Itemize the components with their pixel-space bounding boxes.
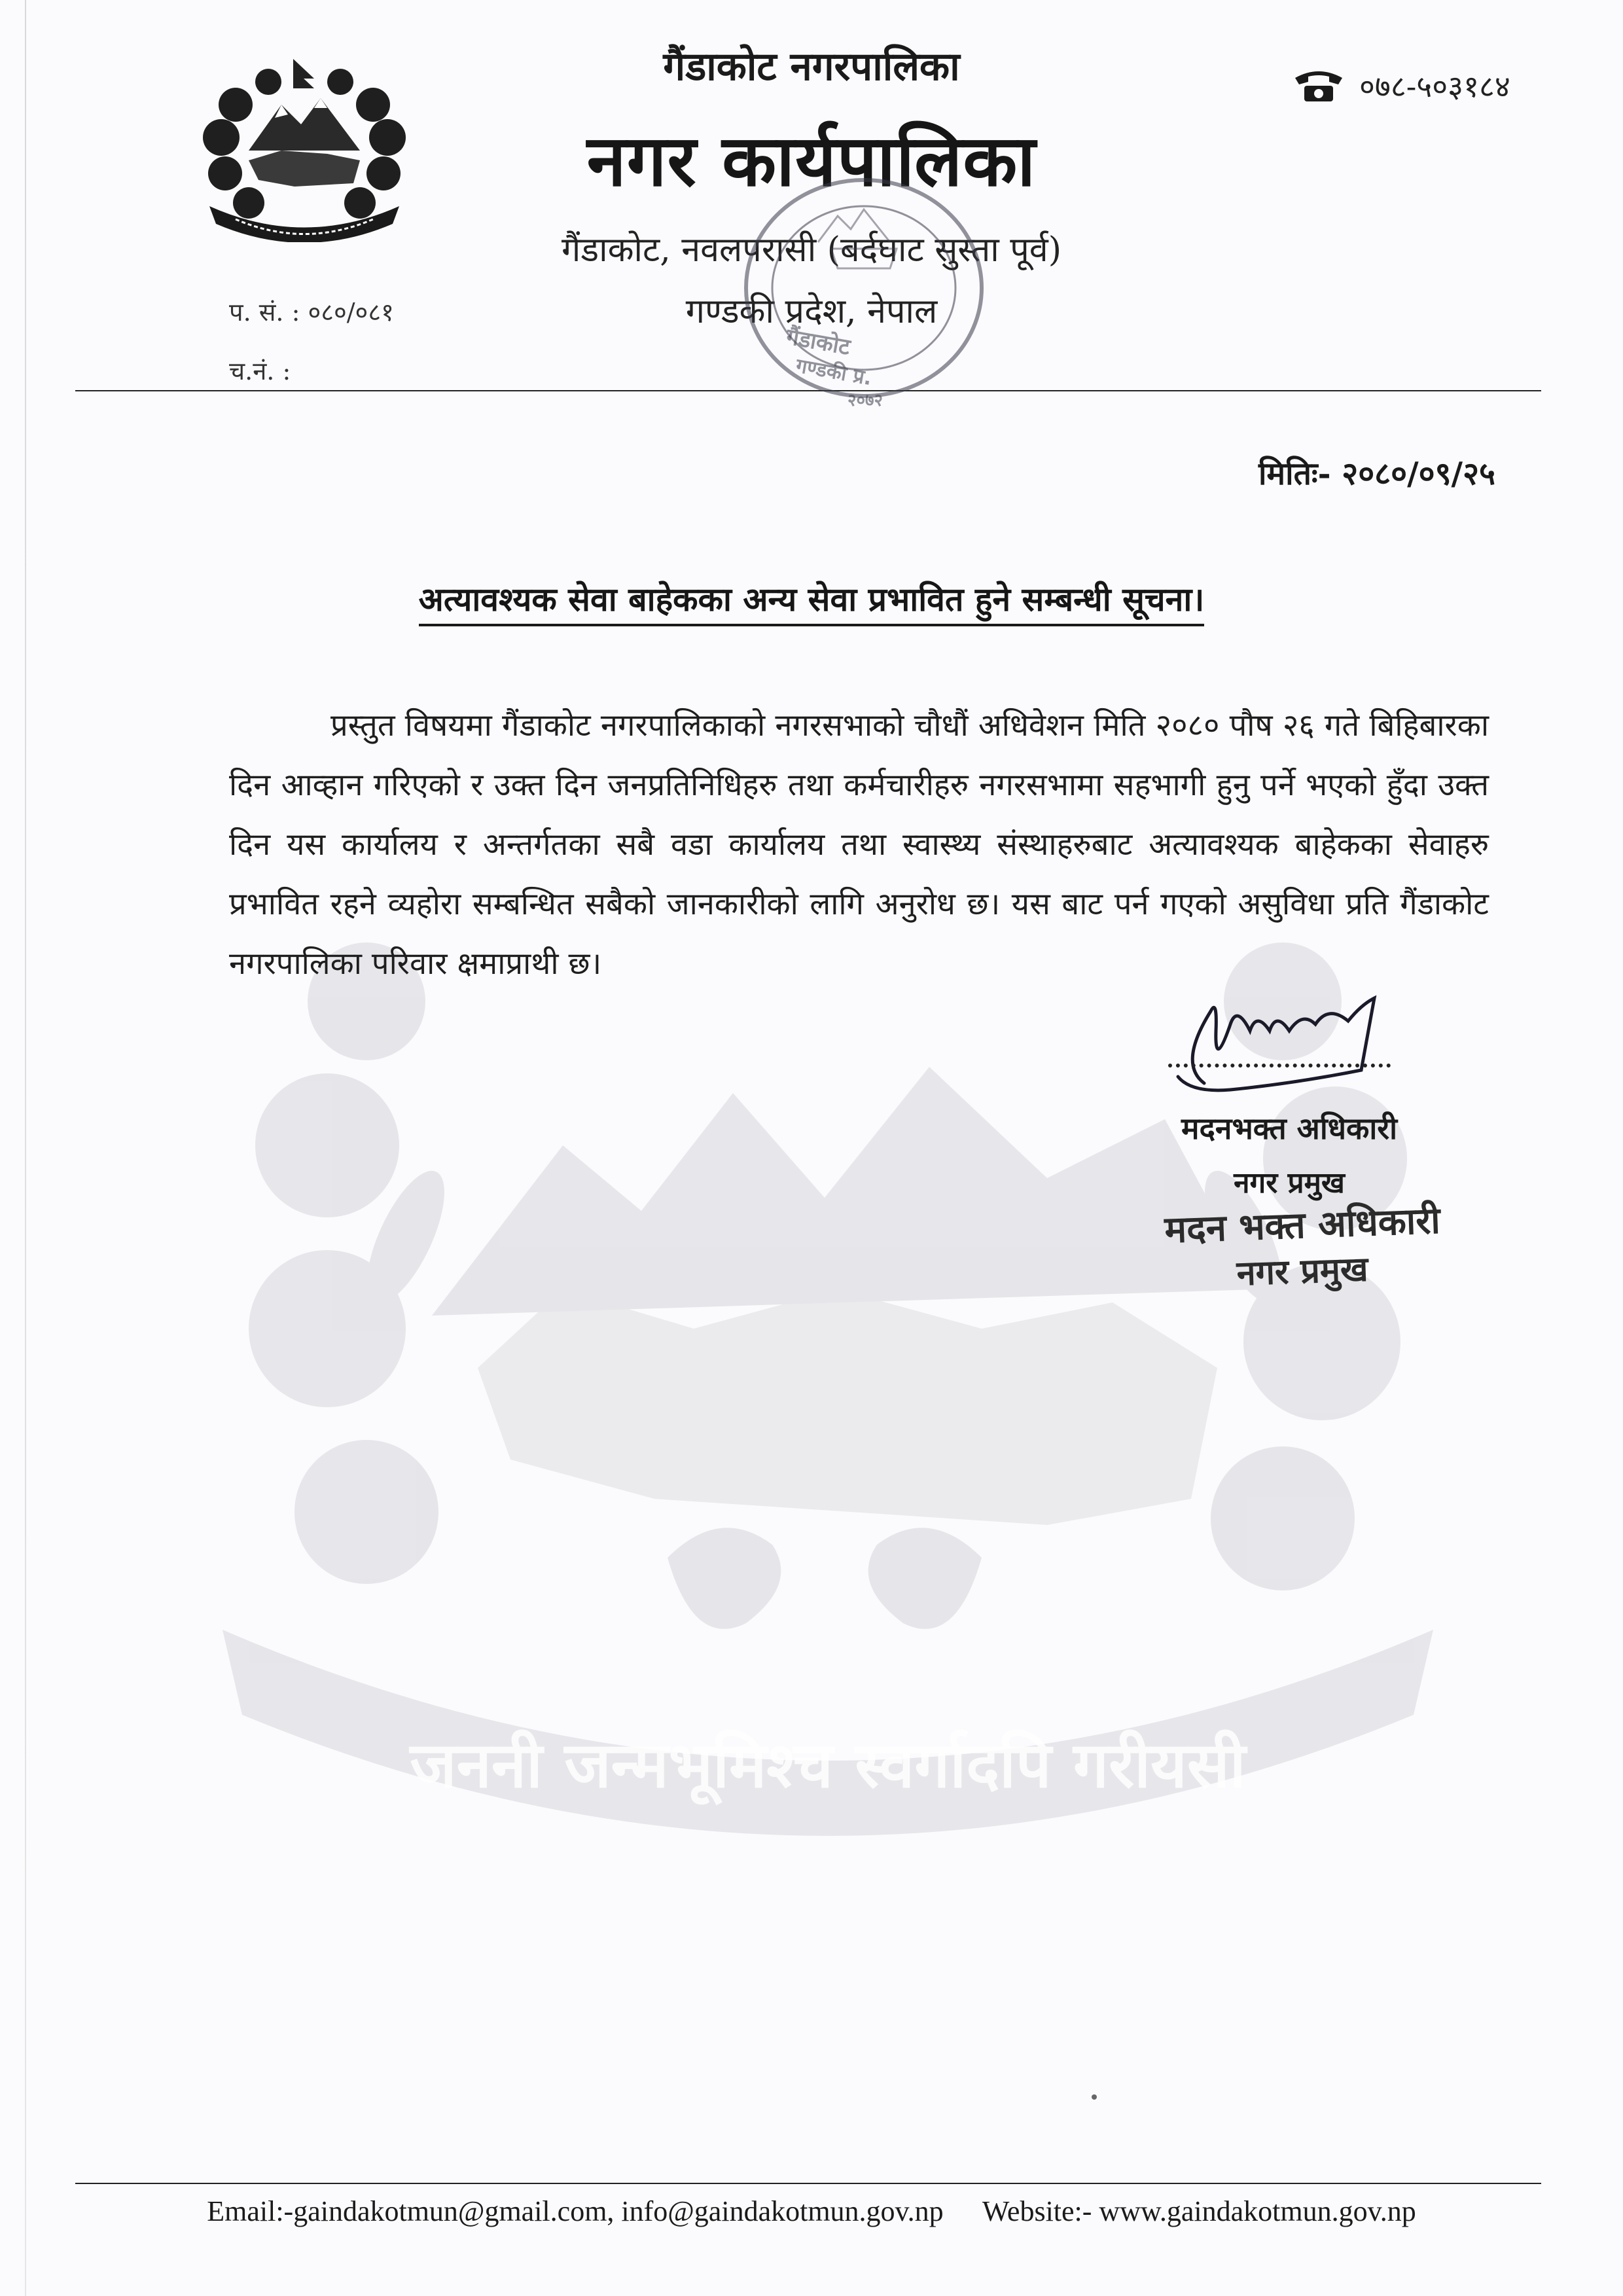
executive-title: नगर कार्यपालिका: [586, 120, 1037, 202]
office-name: गैंडाकोट नगरपालिका: [663, 44, 960, 90]
office-province: गण्डकी प्रदेश, नेपाल: [685, 292, 938, 331]
dispatch-number: च.नं. :: [229, 357, 291, 386]
signatory-post: नगर प्रमुख: [1234, 1166, 1345, 1200]
footer-rule: [75, 2183, 1541, 2184]
watermark-motto: जननी जन्मभूमिश्च स्वर्गादपि गरीयसी: [410, 1729, 1246, 1802]
reference-number: प. सं. : ०८०/०८१: [229, 298, 394, 327]
letter-date: मितिः- २०८०/०९/२५: [1258, 456, 1495, 492]
email-label: Email:-: [207, 2195, 294, 2227]
scan-page-edge: [25, 0, 26, 2296]
signatory-name: मदनभक्त अधिकारी: [1181, 1111, 1397, 1146]
letter-subject: [0, 576, 1623, 620]
phone-block: [1293, 65, 1510, 106]
website-label: Website:-: [982, 2195, 1092, 2227]
website-url: www.gaindakotmun.gov.np: [1099, 2195, 1416, 2227]
stamp-year: २०७२: [847, 391, 883, 410]
email-addresses: gaindakotmun@gmail.com, info@gaindakotmun.gov.np: [293, 2195, 944, 2227]
letter-body: प्रस्तुत विषयमा गैंडाकोट नगरपालिकाको नगरसभाको चौधौं अधिवेशन मिति २०८० पौष २६ गते बिहिबारका दिन आव्हान गरिएको र उक्त दिन जनप्रतिनिधिहरु तथा कर्मचारीहरु नगरसभामा सहभागी हुनु पर्ने भएको हुँदा उक्त दिन यस कार्यालय र अन्तर्गतका सबै वडा कार्यालय तथा स्वास्थ्य संस्थाहरुबाट अत्यावश्यक बाहेकका सेवाहरु प्रभावित रहने व्यहोरा सम्बन्धित सबैको जानकारीको लागि अनुरोध छ। यस बाट पर्न गएको असुविधा प्रति गैंडाकोट नगरपालिका परिवार क्षमाप्राथी छ।: [229, 708, 1489, 982]
scan-speck: [1092, 2094, 1097, 2100]
telephone-icon: [1293, 67, 1345, 104]
handwritten-signature: [1165, 985, 1400, 1096]
name-seal-post: नगर प्रमुख: [1236, 1249, 1369, 1294]
signature-dotted-line: [1168, 1064, 1391, 1067]
stamp-line1: गैंडाकोट: [784, 323, 853, 361]
footer-contact: [0, 2195, 1623, 2228]
office-seal-stamp: [733, 164, 995, 412]
phone-number: ०७८-५०३१८४: [1359, 69, 1510, 104]
stamp-line2: गण्डकी प्र.: [794, 354, 874, 391]
letter-subject-text: अत्यावश्यक सेवा बाहेकका अन्य सेवा प्रभावित हुने सम्बन्धी सूचना।: [419, 580, 1205, 626]
name-seal-name: मदन भक्त अधिकारी: [1164, 1199, 1441, 1252]
office-address: गैंडाकोट, नवलपरासी (बर्दघाट सुस्ता पूर्व): [562, 230, 1061, 270]
